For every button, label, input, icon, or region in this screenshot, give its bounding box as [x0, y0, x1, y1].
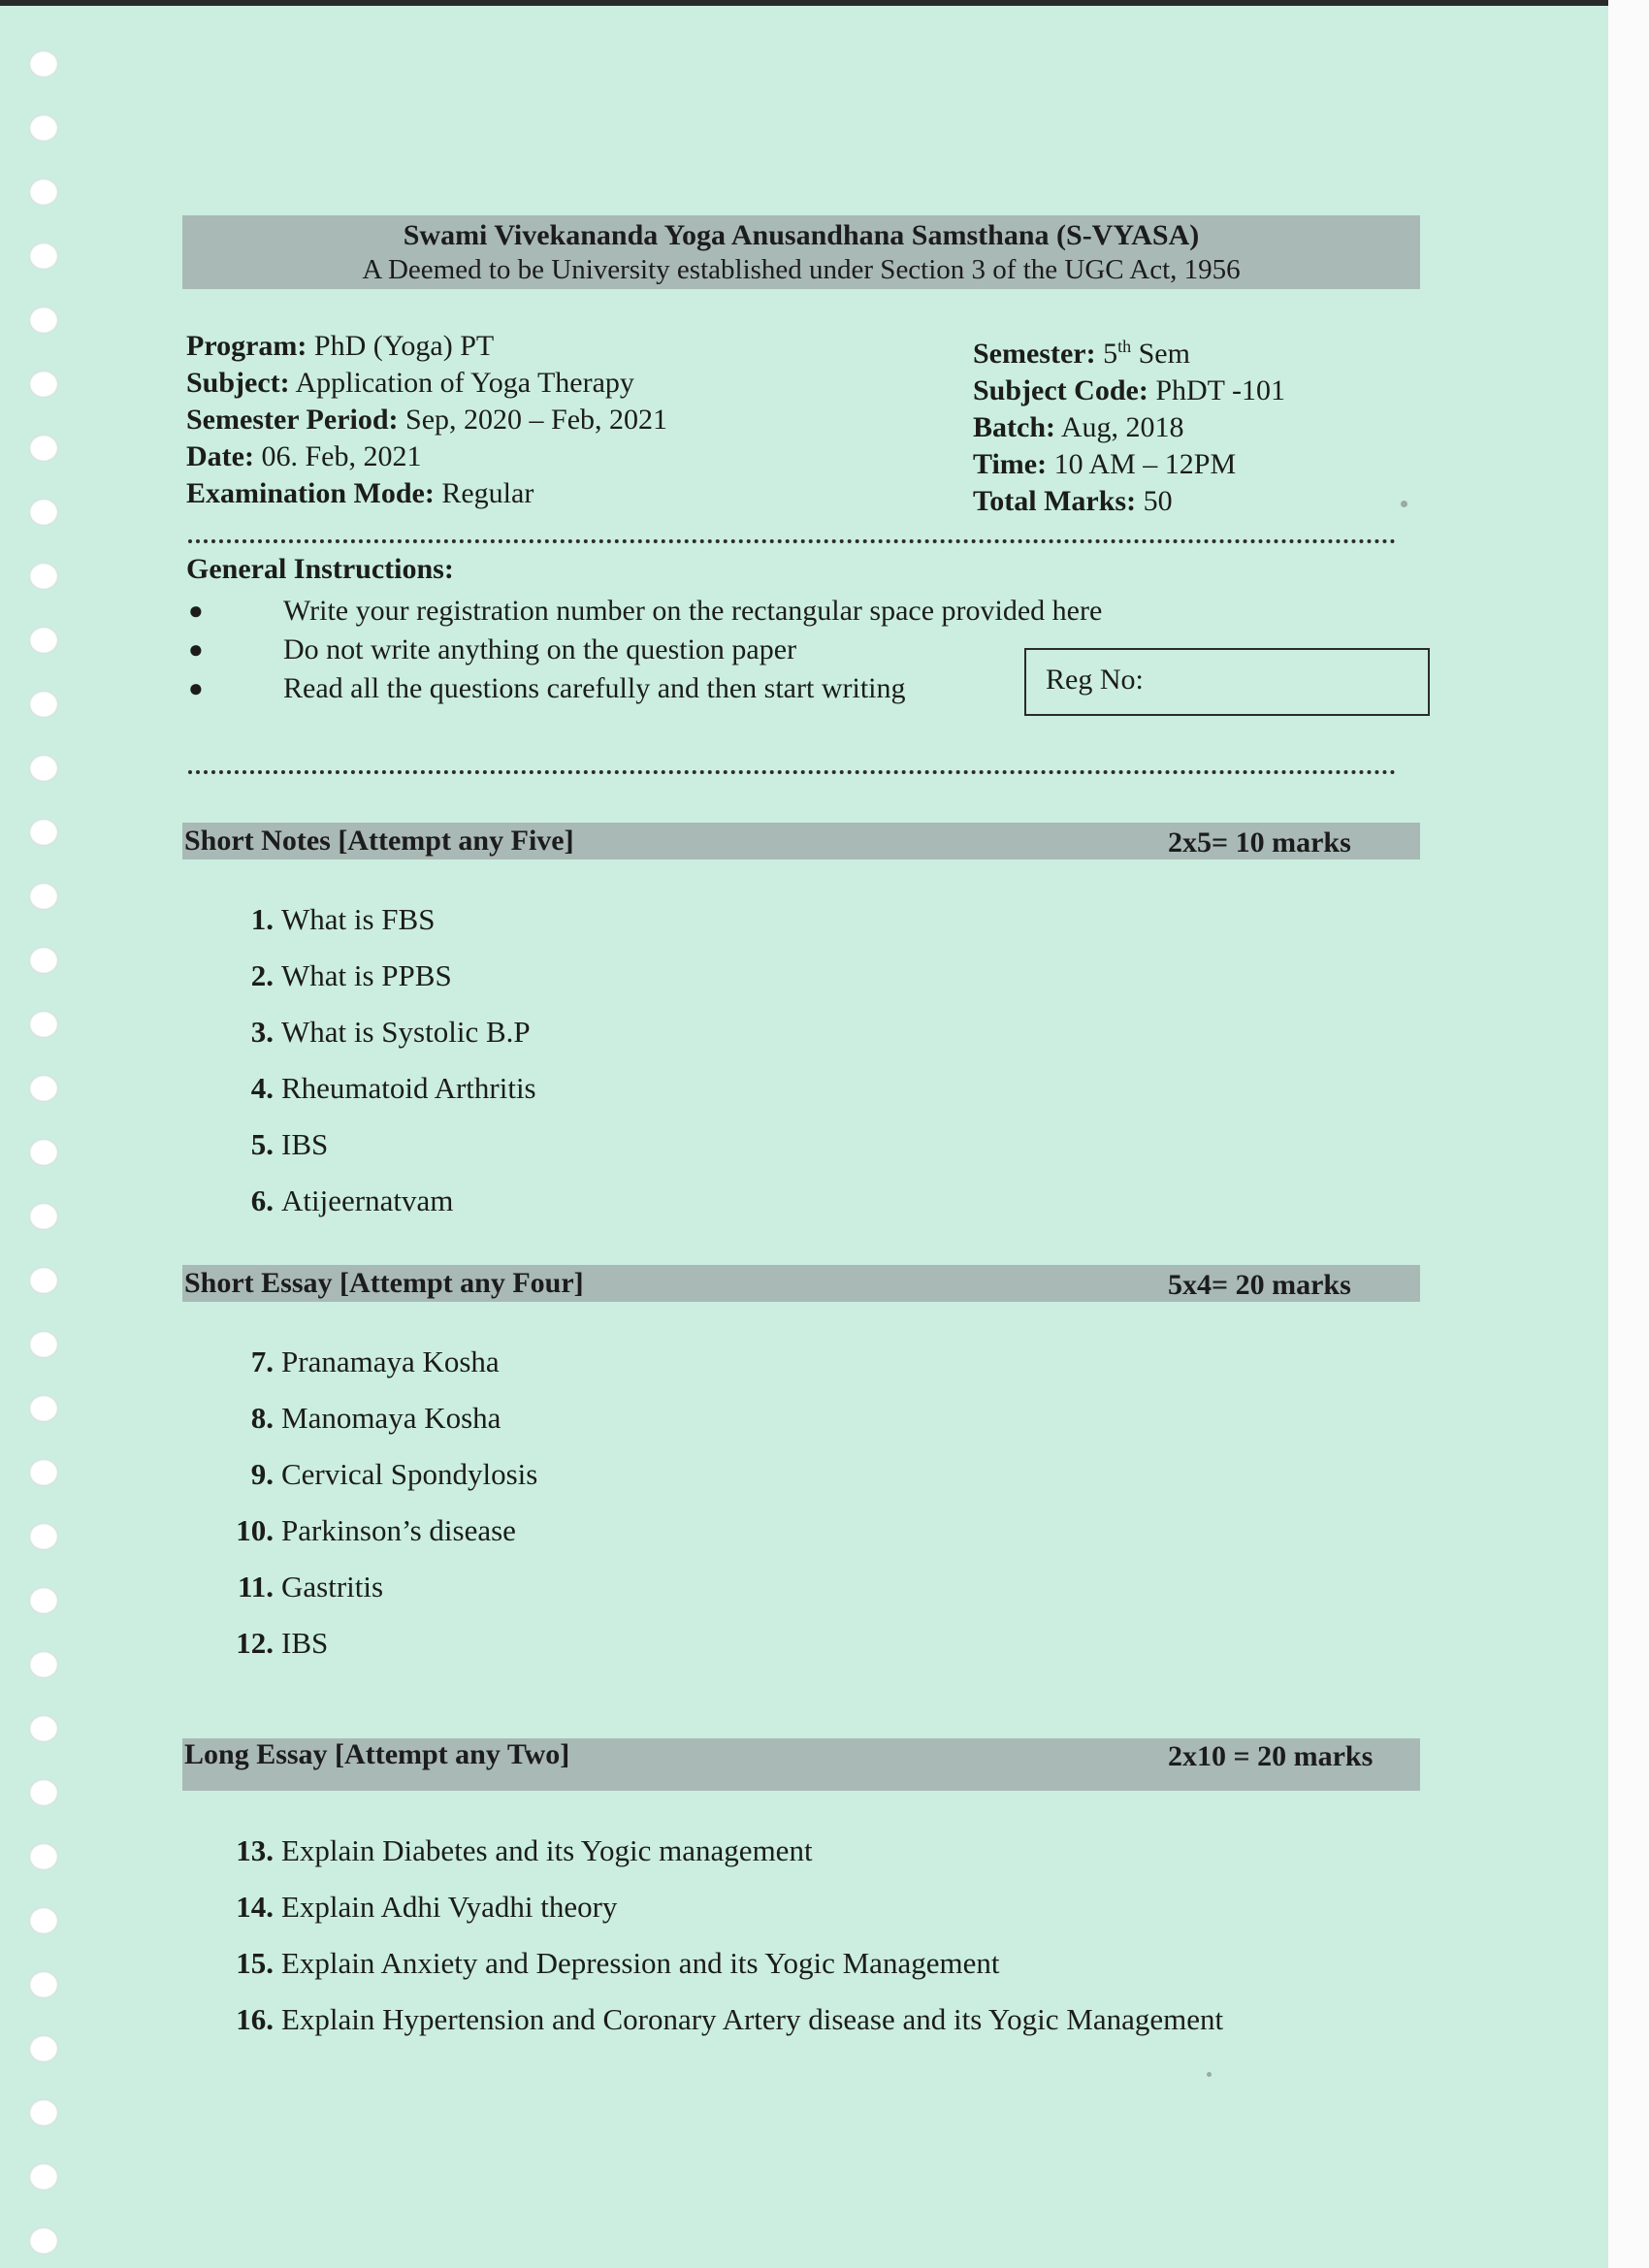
- reg-no-box[interactable]: [1024, 648, 1430, 716]
- section-title: Short Notes [Attempt any Five]: [184, 825, 574, 857]
- instructions-title: General Instructions:: [186, 553, 454, 585]
- semester-line: [973, 328, 1285, 373]
- question-text: Cervical Spondylosis: [281, 1457, 538, 1491]
- subject-line: [186, 365, 667, 402]
- question-number: 5.: [250, 1127, 274, 1161]
- question-text: What is Systolic B.P: [281, 1015, 531, 1049]
- binder-hole: [29, 243, 58, 270]
- subject-label: Subject:: [186, 367, 290, 399]
- binder-hole: [29, 1331, 58, 1358]
- section-marks: 2x5= 10 marks: [1168, 826, 1351, 859]
- question-text: Gastritis: [281, 1570, 384, 1604]
- binder-hole: [29, 691, 58, 718]
- binder-hole: [29, 2227, 58, 2254]
- total-marks-value: 50: [1143, 485, 1173, 517]
- instruction-text: Read all the questions carefully and then start writing: [283, 672, 906, 704]
- question-number: 1.: [250, 902, 274, 936]
- exam-details-right: [973, 328, 1285, 520]
- binder-hole: [29, 1523, 58, 1550]
- subject-code-line: [973, 373, 1285, 409]
- binder-hole: [29, 114, 58, 142]
- question-text: Explain Adhi Vyadhi theory: [281, 1890, 618, 1924]
- program-value: PhD (Yoga) PT: [313, 330, 495, 362]
- question-number: 10.: [236, 1513, 274, 1547]
- section-header-short-notes: [182, 823, 1420, 859]
- question-text: Explain Anxiety and Depression and its Yogic Management: [281, 1946, 1000, 1980]
- binder-hole: [29, 2163, 58, 2190]
- exam-details-left: [186, 328, 667, 512]
- binder-hole: [29, 435, 58, 462]
- semester-suffix: th: [1117, 337, 1132, 356]
- question-number: 6.: [250, 1183, 274, 1217]
- section-header-long-essay: [182, 1738, 1420, 1791]
- batch-label: Batch:: [973, 411, 1055, 443]
- subject-code-value: PhDT -101: [1155, 374, 1285, 406]
- semester-period-line: [186, 402, 667, 438]
- section-title: Short Essay [Attempt any Four]: [184, 1267, 584, 1299]
- semester-period-value: Sep, 2020 – Feb, 2021: [405, 404, 668, 436]
- total-marks-line: [973, 483, 1285, 520]
- binder-hole: [29, 755, 58, 782]
- question-text: What is PPBS: [281, 958, 452, 992]
- question-number: 14.: [236, 1890, 274, 1924]
- semester-number: 5: [1103, 338, 1118, 370]
- scan-speck: [1207, 2072, 1212, 2077]
- institution-name: Swami Vivekananda Yoga Anusandhana Samsthana (S-VYASA): [403, 219, 1200, 251]
- question-text: Rheumatoid Arthritis: [281, 1071, 536, 1105]
- binder-hole: [29, 2099, 58, 2126]
- dotted-separator: [188, 539, 1396, 543]
- binder-hole: [29, 1907, 58, 1934]
- binder-hole: [29, 2035, 58, 2062]
- question-text: Pranamaya Kosha: [281, 1345, 500, 1378]
- binder-hole: [29, 1139, 58, 1166]
- institution-subtitle: A Deemed to be University established under Section 3 of the UGC Act, 1956: [362, 254, 1241, 285]
- question-text: Atijeernatvam: [281, 1183, 454, 1217]
- question-number: 8.: [250, 1401, 274, 1435]
- subject-code-label: Subject Code:: [973, 374, 1148, 406]
- binder-hole: [29, 499, 58, 526]
- bullet-icon: ●: [188, 635, 204, 664]
- date-label: Date:: [186, 440, 254, 472]
- subject-value: Application of Yoga Therapy: [295, 367, 634, 399]
- total-marks-label: Total Marks:: [973, 485, 1137, 517]
- reg-no-label: Reg No:: [1046, 664, 1144, 696]
- exam-mode-line: [186, 475, 667, 512]
- question-text: IBS: [281, 1626, 329, 1660]
- question-number: 2.: [250, 958, 274, 992]
- question-text: What is FBS: [281, 902, 436, 936]
- section-marks: 5x4= 20 marks: [1168, 1269, 1351, 1301]
- instruction-text: Do not write anything on the question paper: [283, 633, 797, 665]
- time-label: Time:: [973, 448, 1048, 480]
- question-number: 13.: [236, 1833, 274, 1867]
- institution-banner: [182, 215, 1420, 289]
- binder-hole: [29, 1843, 58, 1870]
- binder-hole: [29, 1203, 58, 1230]
- program-label: Program:: [186, 330, 307, 362]
- batch-value: Aug, 2018: [1060, 411, 1184, 443]
- question-number: 12.: [236, 1626, 274, 1660]
- batch-line: [973, 409, 1285, 446]
- binder-hole: [29, 1715, 58, 1742]
- bullet-icon: ●: [188, 674, 204, 702]
- binder-hole: [29, 1395, 58, 1422]
- scan-margin: [1608, 0, 1649, 2268]
- scan-speck: [1401, 501, 1407, 507]
- binder-hole: [29, 178, 58, 206]
- binder-hole: [29, 627, 58, 654]
- binder-hole: [29, 947, 58, 974]
- section-marks: 2x10 = 20 marks: [1168, 1740, 1374, 1772]
- time-value: 10 AM – 12PM: [1053, 448, 1237, 480]
- exam-mode-label: Examination Mode:: [186, 477, 435, 509]
- binder-hole: [29, 1011, 58, 1038]
- date-line: [186, 438, 667, 475]
- exam-mode-value: Regular: [441, 477, 534, 509]
- question-text: Explain Diabetes and its Yogic management: [281, 1833, 813, 1867]
- binder-hole: [29, 50, 58, 78]
- semester-unit: Sem: [1138, 338, 1190, 370]
- question-text: IBS: [281, 1127, 329, 1161]
- question-number: 4.: [250, 1071, 274, 1105]
- question-number: 11.: [237, 1570, 274, 1604]
- binder-hole: [29, 1587, 58, 1614]
- instruction-text: Write your registration number on the rectangular space provided here: [283, 595, 1103, 627]
- binder-hole: [29, 1779, 58, 1806]
- time-line: [973, 446, 1285, 483]
- question-text: Explain Hypertension and Coronary Artery disease and its Yogic Management: [281, 2002, 1224, 2036]
- binder-hole: [29, 1459, 58, 1486]
- binder-hole: [29, 307, 58, 334]
- binder-hole: [29, 1075, 58, 1102]
- semester-label: Semester:: [973, 338, 1096, 370]
- question-number: 7.: [250, 1345, 274, 1378]
- binder-holes: [0, 0, 78, 2268]
- binder-hole: [29, 371, 58, 398]
- question-number: 15.: [236, 1946, 274, 1980]
- binder-hole: [29, 883, 58, 910]
- program-line: [186, 328, 667, 365]
- semester-period-label: Semester Period:: [186, 404, 399, 436]
- date-value: 06. Feb, 2021: [261, 440, 422, 472]
- question-number: 16.: [236, 2002, 274, 2036]
- section-title: Long Essay [Attempt any Two]: [184, 1738, 570, 1770]
- question-text: Manomaya Kosha: [281, 1401, 501, 1435]
- binder-hole: [29, 1651, 58, 1678]
- question-text: Parkinson’s disease: [281, 1513, 516, 1547]
- binder-hole: [29, 563, 58, 590]
- section-header-short-essay: [182, 1265, 1420, 1302]
- question-number: 9.: [250, 1457, 274, 1491]
- bullet-icon: ●: [188, 597, 204, 625]
- binder-hole: [29, 1971, 58, 1998]
- binder-hole: [29, 1267, 58, 1294]
- binder-hole: [29, 819, 58, 846]
- question-number: 3.: [250, 1015, 274, 1049]
- dotted-separator: [188, 770, 1396, 774]
